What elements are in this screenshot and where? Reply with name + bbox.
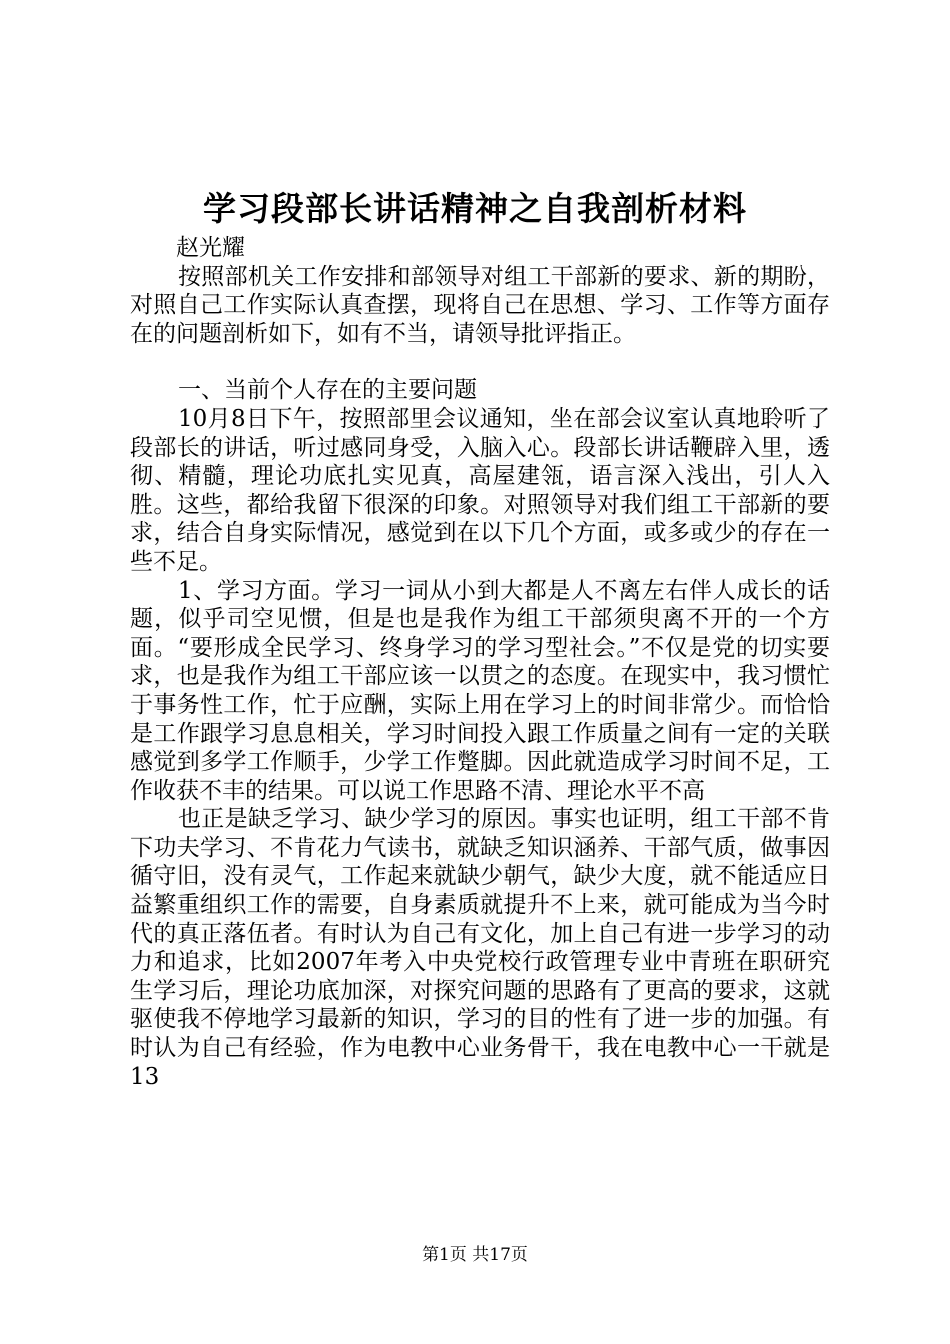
body-paragraph: 10月8日下午，按照部里会议通知，坐在部会议室认真地聆听了段部长的讲话，听过感同身受，入脑入心。段部长讲话鞭辟入里，透彻、精髓，理论功底扎实见真，高屋建瓴，语言深入浅出，引人入胜。这些，都给我留下很深的印象。对照领导对我们组工干部新的要求，结合自身实际情况，感觉到在以下几个方面，或多或少的存在一些不足。	[130, 405, 830, 575]
document-title: 学习段部长讲话精神之自我剖析材料	[203, 189, 747, 228]
section-heading: 一、当前个人存在的主要问题	[178, 377, 477, 404]
author-name: 赵光耀	[176, 235, 245, 261]
page-footer: 第1页 共17页	[422, 1245, 528, 1265]
body-paragraph: 也正是缺乏学习、缺少学习的原因。事实也证明，组工干部不肯下功夫学习、不肯花力气读书，就缺乏知识涵养、干部气质，做事因循守旧，没有灵气，工作起来就缺少朝气，缺少大度，就不能适应日益繁重组织工作的需要，自身素质就提升不上来，就可能成为当今时代的真正落伍者。有时认为自己有文化，加上自己有进一步学习的动力和追求，比如2007年考入中央党校行政管理专业中青班在职研究生学习后，理论功底加深，对探究问题的思路有了更高的要求，这就驱使我不停地学习最新的知识，学习的目的性有了进一步的加强。有时认为自己有经验，作为电教中心业务骨干，我在电教中心一干就是13	[130, 806, 830, 1090]
intro-paragraph: 按照部机关工作安排和部领导对组工干部新的要求、新的期盼，对照自己工作实际认真查摆，现将自己在思想、学习、工作等方面存在的问题剖析如下，如有不当，请领导批评指正。	[130, 263, 830, 347]
body-paragraph: 1、学习方面。学习一词从小到大都是人不离左右伴人成长的话题，似乎司空见惯，但是也是我作为组工干部须臾离不开的一个方面。“要形成全民学习、终身学习的学习型社会。”不仅是党的切实要求，也是我作为组工干部应该一以贯之的态度。在现实中，我习惯忙于事务性工作，忙于应酬，实际上用在学习上的时间非常少。而恰恰是工作跟学习息息相关，学习时间投入跟工作质量之间有一定的关联感觉到多学工作顺手，少学工作蹩脚。因此就造成学习时间不足，工作收获不丰的结果。可以说工作思路不清、理论水平不高	[130, 577, 830, 804]
document-body	[130, 234, 830, 1091]
